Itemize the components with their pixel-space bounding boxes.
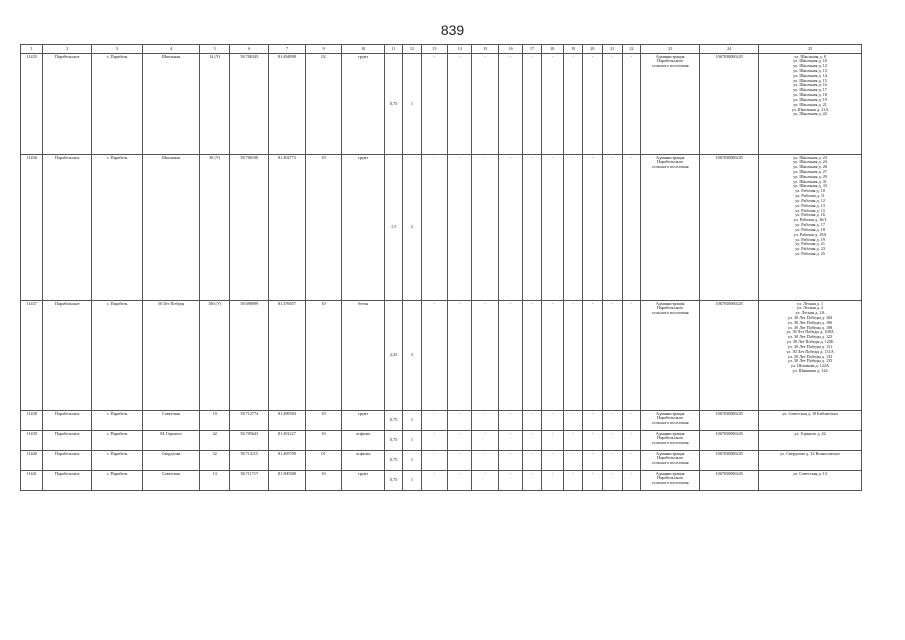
column-header: 16 <box>498 45 522 54</box>
empty-dash-cell: - <box>563 471 582 491</box>
latitude-cell: 58.705643 <box>230 431 269 451</box>
house-cell: 10 <box>199 411 230 431</box>
register-table <box>20 44 862 491</box>
empty-dash-cell: - <box>541 411 563 431</box>
empty-dash-cell: - <box>602 301 622 411</box>
row-id: 11439 <box>21 431 43 451</box>
address-line: ул. Рабочая д. 19 <box>795 236 825 242</box>
row-id: 11441 <box>21 471 43 491</box>
empty-dash-cell: - <box>563 155 582 301</box>
latitude-cell: 58.712774 <box>230 411 269 431</box>
empty-dash-cell: - <box>421 431 447 451</box>
street-cell: М. Горького <box>143 431 200 451</box>
address-line: ул. 30 Лет Победы д. 135 <box>787 358 833 364</box>
locality-cell: с. Парабель <box>92 411 143 431</box>
empty-dash-cell: - <box>622 155 640 301</box>
owner-cell <box>641 411 700 431</box>
longitude-cell: 81.500588 <box>269 471 306 491</box>
empty-dash-cell: - <box>421 471 447 491</box>
address-line: ул. Рабочая д. 12 <box>795 197 825 203</box>
empty-dash-cell: - <box>421 451 447 471</box>
served-addresses-cell <box>759 451 862 471</box>
column-header: 2 <box>43 45 92 54</box>
address-line: ул. Рабочая д. 13 <box>795 202 825 208</box>
row-id: 11436 <box>21 155 43 301</box>
empty-dash-cell: - <box>602 451 622 471</box>
owner-line: Администрация <box>655 53 685 59</box>
empty-dash-cell: - <box>541 155 563 301</box>
inn-cell: 1067030000245 <box>700 301 759 411</box>
address-line: ул. Школьная д. 8 <box>794 53 826 59</box>
empty-dash-cell: - <box>472 411 498 431</box>
address-line: ул. Школьная д. 21А <box>791 106 829 112</box>
column-header: 12 <box>403 45 421 54</box>
owner-line: сельского поселения <box>651 164 689 170</box>
owner-line: сельского поселения <box>651 440 689 446</box>
empty-dash-cell: - <box>421 301 447 411</box>
empty-dash-cell: - <box>448 301 472 411</box>
latitude-cell: 58.711717 <box>230 471 269 491</box>
address-line: ул. Школьная д. 26 <box>793 164 827 170</box>
column-header: 24 <box>700 45 759 54</box>
house-cell: 32 <box>199 451 230 471</box>
owner-line: Администрация <box>655 410 685 416</box>
owner-cell <box>641 471 700 491</box>
empty-dash-cell: - <box>448 155 472 301</box>
address-line: ул. 30 Лет Победы д. 106 <box>787 319 833 325</box>
empty-dash-cell: - <box>583 54 602 155</box>
column-header: 19 <box>563 45 582 54</box>
house-cell: 42 <box>199 431 230 451</box>
area-cell: 2,25 <box>385 301 403 411</box>
owner-line: сельского поселения <box>651 420 689 426</box>
served-addresses-cell <box>759 301 862 411</box>
code-cell: 10 <box>305 411 342 431</box>
column-header: 13 <box>421 45 447 54</box>
address-line: ул. Школьная д. 27 <box>793 168 827 174</box>
address-line: ул. 30 Лет Победы д. 125 <box>787 334 833 340</box>
settlement-cell: Парабельское <box>43 155 92 301</box>
locality-cell: с. Парабель <box>92 54 143 155</box>
address-line: ул. Рабочая д. 17 <box>795 222 825 228</box>
surface-cell: асфальт <box>342 451 385 471</box>
owner-line: сельского поселения <box>651 63 689 69</box>
row-id: 11437 <box>21 301 43 411</box>
owner-line: Администрация <box>655 430 685 436</box>
code-cell: 10 <box>305 471 342 491</box>
owner-line: Парабельского <box>657 455 684 461</box>
address-line: ул. Лесная д. 2А <box>795 310 825 316</box>
code-cell: 01 <box>305 451 342 471</box>
owner-line: Парабельского <box>657 305 684 311</box>
empty-dash-cell: - <box>563 301 582 411</box>
address-line: ул. 30 Лет Победы д. 131 <box>787 343 833 349</box>
settlement-cell: Парабельское <box>43 451 92 471</box>
empty-dash-cell: - <box>583 451 602 471</box>
owner-cell <box>641 431 700 451</box>
empty-dash-cell: - <box>583 431 602 451</box>
street-cell: Советская <box>143 411 200 431</box>
empty-dash-cell: - <box>622 471 640 491</box>
latitude-cell: 58.698099 <box>230 301 269 411</box>
address-line: ул. Рабочая д. 25 <box>795 251 825 257</box>
address-line: ул. Рабочая д. 18А <box>793 231 827 237</box>
area-cell: 0,75 <box>385 471 403 491</box>
table-row <box>21 54 862 155</box>
address-line: ул. Рабочая д. 16/1 <box>793 217 827 223</box>
code-cell: 10 <box>305 431 342 451</box>
empty-dash-cell: - <box>523 431 541 451</box>
address-line: ул. 30 Лет Победы д. 104 <box>787 314 833 320</box>
served-addresses-cell <box>759 411 862 431</box>
container-count-cell: 1 <box>403 411 421 431</box>
owner-line: Администрация <box>655 470 685 476</box>
owner-line: сельского поселения <box>651 480 689 486</box>
address-line: ул. Рабочая д. 11 <box>795 193 825 199</box>
street-cell: 30 Лет Победы <box>143 301 200 411</box>
locality-cell: с. Парабель <box>92 431 143 451</box>
column-header: 25 <box>759 45 862 54</box>
empty-dash-cell: - <box>472 155 498 301</box>
owner-line: Администрация <box>655 450 685 456</box>
empty-dash-cell: - <box>541 451 563 471</box>
empty-dash-cell: - <box>563 451 582 471</box>
area-cell: 0,75 <box>385 431 403 451</box>
longitude-cell: 81.491227 <box>269 431 306 451</box>
empty-dash-cell: - <box>563 431 582 451</box>
code-cell: 10 <box>305 155 342 301</box>
address-line: ул. Лесная д. 1 <box>797 300 824 306</box>
owner-line: Администрация <box>655 154 685 160</box>
empty-dash-cell: - <box>472 54 498 155</box>
owner-line: Парабельского <box>657 415 684 421</box>
owner-line: сельского поселения <box>651 310 689 316</box>
container-count-cell: 2 <box>403 155 421 301</box>
address-line: ул. Школьная д. 10 <box>793 58 827 64</box>
empty-dash-cell: - <box>602 54 622 155</box>
served-addresses-cell <box>759 155 862 301</box>
empty-dash-cell: - <box>448 471 472 491</box>
locality-cell: с. Парабель <box>92 451 143 471</box>
settlement-cell: Парабельское <box>43 301 92 411</box>
street-cell: Школьная <box>143 54 200 155</box>
address-line: ул. Школьная д. 23 <box>793 154 827 160</box>
settlement-cell: Парабельское <box>43 54 92 155</box>
table-row <box>21 411 862 431</box>
address-line: ул. 30 Лет Победы д. 125Б <box>786 339 834 345</box>
inn-cell: 1067030000245 <box>700 451 759 471</box>
street-cell: Свердлова <box>143 451 200 471</box>
code-cell: 02 <box>305 54 342 155</box>
header-row <box>21 45 862 54</box>
empty-dash-cell: - <box>583 301 602 411</box>
code-cell: 10 <box>305 301 342 411</box>
locality-cell: с. Парабель <box>92 301 143 411</box>
empty-dash-cell: - <box>472 471 498 491</box>
address-line: ул. Горького д. 42 <box>794 430 826 436</box>
column-header: 10 <box>342 45 385 54</box>
container-count-cell: 1 <box>403 451 421 471</box>
address-line: ул. Рабочая д. 15 <box>795 207 825 213</box>
longitude-cell: 81.476657 <box>269 301 306 411</box>
surface-cell: бетон <box>342 301 385 411</box>
container-count-cell: 1 <box>403 54 421 155</box>
address-line: ул. Рабочая д. 18 <box>795 226 825 232</box>
container-count-cell: 1 <box>403 431 421 451</box>
column-header: 23 <box>641 45 700 54</box>
empty-dash-cell: - <box>448 411 472 431</box>
longitude-cell: 81.494898 <box>269 54 306 155</box>
address-line: ул. Рабочая д. 21 <box>795 241 825 247</box>
empty-dash-cell: - <box>541 431 563 451</box>
locality-cell: с. Парабель <box>92 155 143 301</box>
empty-dash-cell: - <box>523 411 541 431</box>
surface-cell: асфальт <box>342 431 385 451</box>
address-line: ул. Школьная д. 22 <box>793 111 827 117</box>
address-line: ул. Свердлова д. 32 Вознесенское <box>780 450 840 456</box>
column-header: 3 <box>92 45 143 54</box>
settlement-cell: Парабельское <box>43 411 92 431</box>
owner-line: Парабельского <box>657 475 684 481</box>
column-header: 1 <box>21 45 43 54</box>
empty-dash-cell: - <box>622 431 640 451</box>
address-line: ул. Рабочая д. 23 <box>795 246 825 252</box>
address-line: ул. 30 Лет Победы д. 108А <box>786 329 834 335</box>
empty-dash-cell: - <box>472 431 498 451</box>
column-header: 6 <box>230 45 269 54</box>
inn-cell: 1067030000245 <box>700 431 759 451</box>
empty-dash-cell: - <box>448 54 472 155</box>
empty-dash-cell: - <box>523 54 541 155</box>
column-header: 17 <box>523 45 541 54</box>
empty-dash-cell: - <box>498 301 522 411</box>
address-line: ул. Школьная д. 18 <box>793 92 827 98</box>
column-header: 22 <box>622 45 640 54</box>
table-row <box>21 431 862 451</box>
address-line: ул. 30 Лет Победы д. 133 <box>787 353 833 359</box>
served-addresses-cell <box>759 431 862 451</box>
settlement-cell: Парабельское <box>43 471 92 491</box>
container-count-cell: 3 <box>403 301 421 411</box>
empty-dash-cell: - <box>523 451 541 471</box>
address-line: ул. Школьная д. 19 <box>793 96 827 102</box>
address-line: ул. Школьная д. 21 <box>793 101 827 107</box>
column-header: 7 <box>269 45 306 54</box>
inn-cell: 1067030000245 <box>700 155 759 301</box>
owner-cell <box>641 301 700 411</box>
latitude-cell: 58.706345 <box>230 54 269 155</box>
settlement-cell: Парабельское <box>43 431 92 451</box>
empty-dash-cell: - <box>421 54 447 155</box>
address-line: ул. Школьная д. 15 <box>793 77 827 83</box>
empty-dash-cell: - <box>622 54 640 155</box>
house-cell: 100 (У) <box>199 301 230 411</box>
address-line: ул. Школьная д. 12 <box>793 63 827 69</box>
address-line: ул. Школьная д. 16 <box>793 82 827 88</box>
owner-line: Парабельского <box>657 58 684 64</box>
empty-dash-cell: - <box>563 411 582 431</box>
house-cell: 13 <box>199 471 230 491</box>
address-line: ул. Советская д. 10 Библиотека <box>782 410 838 416</box>
surface-cell: грунт <box>342 411 385 431</box>
table-row <box>21 155 862 301</box>
served-addresses-cell <box>759 54 862 155</box>
table-row <box>21 451 862 471</box>
empty-dash-cell: - <box>602 471 622 491</box>
address-line: ул. Школьная д. 24 <box>793 159 827 165</box>
empty-dash-cell: - <box>498 471 522 491</box>
empty-dash-cell: - <box>523 471 541 491</box>
owner-cell <box>641 451 700 471</box>
area-cell: 0,75 <box>385 54 403 155</box>
empty-dash-cell: - <box>472 451 498 471</box>
owner-cell <box>641 54 700 155</box>
empty-dash-cell: - <box>541 301 563 411</box>
empty-dash-cell: - <box>583 471 602 491</box>
area-cell: 1,5 <box>385 155 403 301</box>
empty-dash-cell: - <box>622 411 640 431</box>
empty-dash-cell: - <box>498 54 522 155</box>
inn-cell: 1067030000245 <box>700 411 759 431</box>
column-header: 21 <box>602 45 622 54</box>
area-cell: 0,75 <box>385 451 403 471</box>
latitude-cell: 58.706100 <box>230 155 269 301</box>
empty-dash-cell: - <box>583 155 602 301</box>
street-cell: Школьная <box>143 155 200 301</box>
longitude-cell: 81.495700 <box>269 451 306 471</box>
row-id: 11438 <box>21 411 43 431</box>
address-line: ул. Рабочая д. 16 <box>795 212 825 218</box>
address-line: ул. 30 Лет Победы д. 108 <box>787 324 833 330</box>
empty-dash-cell: - <box>523 155 541 301</box>
address-line: ул. Школьная д. 31 <box>793 178 827 184</box>
area-cell: 0,75 <box>385 411 403 431</box>
empty-dash-cell: - <box>541 471 563 491</box>
surface-cell: грунт <box>342 471 385 491</box>
column-header: 11 <box>385 45 403 54</box>
owner-line: Парабельского <box>657 435 684 441</box>
column-header: 4 <box>143 45 200 54</box>
inn-cell: 1067030000245 <box>700 54 759 155</box>
empty-dash-cell: - <box>421 155 447 301</box>
inn-cell: 1067030000245 <box>700 471 759 491</box>
empty-dash-cell: - <box>448 431 472 451</box>
column-header: 9 <box>305 45 342 54</box>
row-id: 11435 <box>21 54 43 155</box>
address-line: ул. Шишкова д. 122А <box>791 363 830 369</box>
address-line: ул. Школьная д. 33 <box>793 183 827 189</box>
empty-dash-cell: - <box>448 451 472 471</box>
owner-cell <box>641 155 700 301</box>
empty-dash-cell: - <box>498 155 522 301</box>
empty-dash-cell: - <box>421 411 447 431</box>
house-cell: 30 (У) <box>199 155 230 301</box>
locality-cell: с. Парабель <box>92 471 143 491</box>
empty-dash-cell: - <box>602 431 622 451</box>
empty-dash-cell: - <box>583 411 602 431</box>
empty-dash-cell: - <box>472 301 498 411</box>
address-line: ул. Школьная д. 14 <box>793 72 827 78</box>
empty-dash-cell: - <box>602 155 622 301</box>
empty-dash-cell: - <box>541 54 563 155</box>
column-header: 15 <box>472 45 498 54</box>
address-line: ул. Советская д. 13 <box>793 470 827 476</box>
street-cell: Советская <box>143 471 200 491</box>
column-header: 14 <box>448 45 472 54</box>
page-number: 839 <box>440 22 465 38</box>
longitude-cell: 81.492773 <box>269 155 306 301</box>
latitude-cell: 58.714115 <box>230 451 269 471</box>
column-header: 20 <box>583 45 602 54</box>
owner-line: Парабельского <box>657 159 684 165</box>
row-id: 11440 <box>21 451 43 471</box>
table-row <box>21 301 862 411</box>
empty-dash-cell: - <box>602 411 622 431</box>
empty-dash-cell: - <box>563 54 582 155</box>
empty-dash-cell: - <box>498 411 522 431</box>
column-header: 5 <box>199 45 230 54</box>
address-line: ул. 30 Лет Победы д. 131А <box>786 348 834 354</box>
container-count-cell: 1 <box>403 471 421 491</box>
served-addresses-cell <box>759 471 862 491</box>
owner-line: сельского поселения <box>651 460 689 466</box>
owner-line: Администрация <box>655 300 685 306</box>
empty-dash-cell: - <box>498 431 522 451</box>
longitude-cell: 81.499584 <box>269 411 306 431</box>
column-header: 18 <box>541 45 563 54</box>
empty-dash-cell: - <box>622 451 640 471</box>
address-line: ул. Школьная д. 13 <box>793 67 827 73</box>
surface-cell: грунт <box>342 54 385 155</box>
house-cell: 14 (У) <box>199 54 230 155</box>
address-line: ул. Лесная д. 2 <box>797 305 824 311</box>
empty-dash-cell: - <box>622 301 640 411</box>
address-line: ул. Школьная д. 29 <box>793 173 827 179</box>
address-line: ул. Школьная д. 17 <box>793 87 827 93</box>
empty-dash-cell: - <box>498 451 522 471</box>
table-row <box>21 471 862 491</box>
address-line: ул. Рабочая д. 10 <box>795 188 825 194</box>
surface-cell: грунт <box>342 155 385 301</box>
address-line: ул. Шишкова д. 124 <box>792 368 828 374</box>
empty-dash-cell: - <box>523 301 541 411</box>
